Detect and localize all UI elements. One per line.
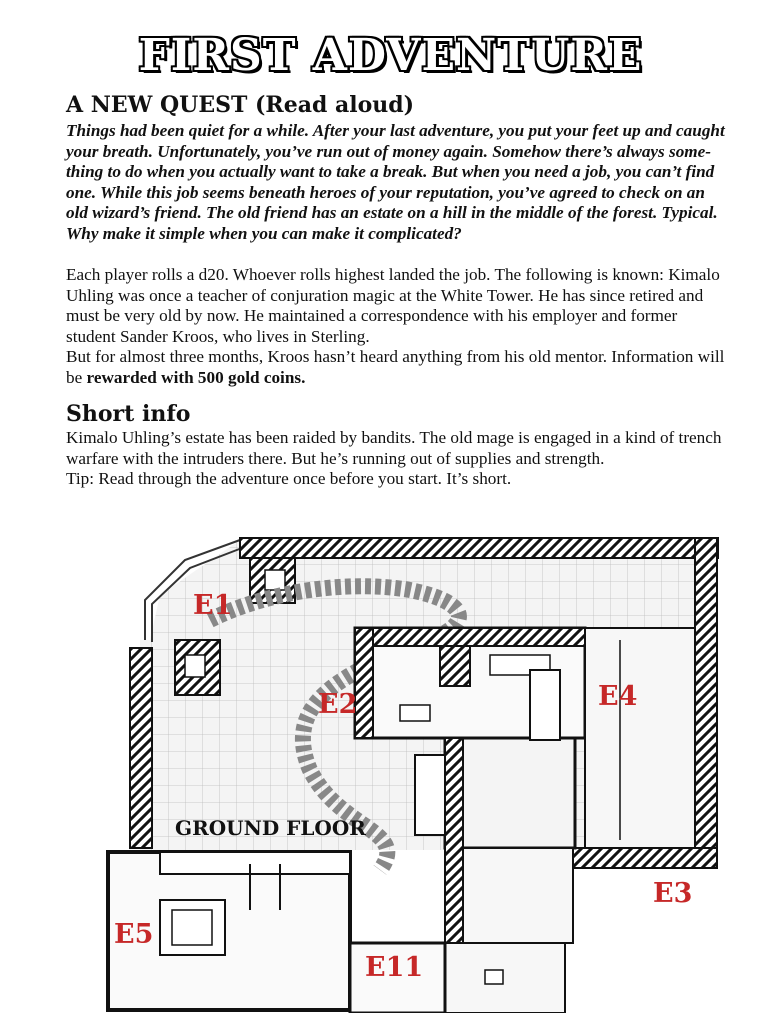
floor-label: GROUND FLOOR xyxy=(175,816,366,840)
room-label-e5: E5 xyxy=(114,919,154,950)
estate-map xyxy=(100,530,740,1013)
quest-section xyxy=(66,121,726,245)
reward-text: rewarded with 500 gold coins. xyxy=(86,367,306,387)
room-label-e4: E4 xyxy=(598,681,638,712)
east-corridor xyxy=(585,628,695,848)
read-aloud-text: Things had been quiet for a while. After your last adventure, you put your feet up and caught your breath. Unfortunately, you’ve run out of money again. Somehow there’s always some-thing to do when you actually want to take a break. But when you need a job, you can’t find one. While this job seems beneath heroes of your reputation, you’ve agreed to check on an old wizard’s friend. The old friend has an estate on a hill in the middle of the forest. Typical. Why make it simple when you can make it complicated? xyxy=(66,121,725,243)
room-label-e2: E2 xyxy=(318,689,358,720)
storage-room xyxy=(445,943,565,1013)
quest-heading: A NEW QUEST (Read aloud) xyxy=(66,92,415,118)
room-label-e11: E11 xyxy=(365,952,424,983)
short-info-section xyxy=(66,428,726,490)
quest-body-text: Each player rolls a d20. Whoever rolls highest landed the job. The following is known: Kimalo Uhling was once a teacher of conjuration magic at the White Tower. He has since retired and must be very old by now. He maintained a correspondence with his employer and former student Sander Kroos, who lives in Sterling. xyxy=(66,265,720,346)
lower-right-room xyxy=(463,848,573,943)
quest-body-text-2: But for almost three months, Kroos hasn’t heard anything from his old mentor. Information will be xyxy=(66,347,725,387)
room-label-e3: E3 xyxy=(653,878,693,909)
room-label-e1: E1 xyxy=(193,590,233,621)
manor-house xyxy=(355,628,605,738)
page-title: FIRST ADVENTURE xyxy=(138,30,643,81)
wagon xyxy=(160,900,225,955)
tip-text: Tip: Read through the adventure once before you start. It’s short. xyxy=(66,469,512,489)
short-info-text: Kimalo Uhling’s estate has been raided by bandits. The old mage is engaged in a kind of trench warfare with the intruders there. But he’s running out of supplies and strength. xyxy=(66,428,722,468)
quest-body xyxy=(66,265,726,389)
short-info-heading: Short info xyxy=(66,401,191,427)
